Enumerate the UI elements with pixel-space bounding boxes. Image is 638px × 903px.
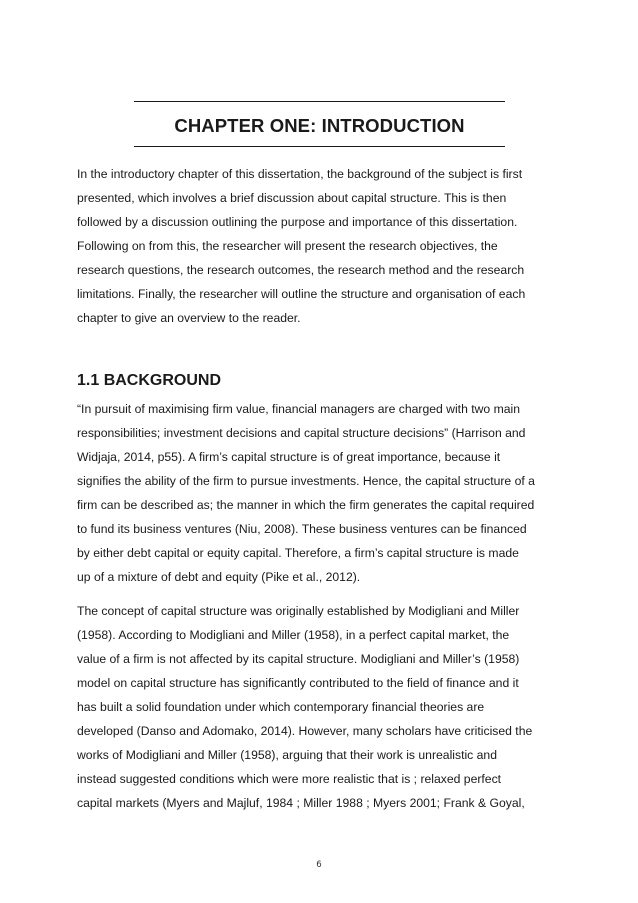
text-line: model on capital structure has significantly contributed to the field of finance and it — [77, 676, 519, 690]
background-paragraph-2 — [77, 599, 565, 815]
text-line: In the introductory chapter of this dissertation, the background of the subject is first — [77, 167, 523, 181]
text-line: (1958). According to Modigliani and Miller (1958), in a perfect capital market, the — [77, 628, 510, 642]
text-line: The concept of capital structure was originally established by Modigliani and Miller — [77, 604, 520, 618]
text-line: “In pursuit of maximising firm value, financial managers are charged with two main — [77, 402, 520, 416]
text-line: limitations. Finally, the researcher will outline the structure and organisation of each — [77, 287, 526, 301]
page-number: 6 — [316, 860, 322, 870]
background-paragraph-1 — [77, 397, 565, 589]
title-rule-top — [134, 101, 505, 102]
text-line: value of a firm is not affected by its capital structure. Modigliani and Miller’s (1958) — [77, 652, 520, 666]
intro-paragraph — [77, 162, 565, 330]
text-line: Following on from this, the researcher will present the research objectives, the — [77, 239, 498, 253]
text-line: up of a mixture of debt and equity (Pike et al., 2012). — [77, 570, 361, 584]
text-line: signifies the ability of the firm to pursue investments. Hence, the capital structure of a — [77, 474, 535, 488]
text-line: developed (Danso and Adomako, 2014). However, many scholars have criticised the — [77, 724, 533, 738]
text-line: capital markets (Myers and Majluf, 1984 ; Miller 1988 ; Myers 2001; Frank & Goyal, — [77, 796, 525, 810]
text-line: Widjaja, 2014, p55). A firm’s capital structure is of great importance, because it — [77, 450, 501, 464]
text-line: followed by a discussion outlining the purpose and importance of this dissertation. — [77, 215, 518, 229]
text-line: instead suggested conditions which were more realistic that is ; relaxed perfect — [77, 772, 502, 786]
text-line: presented, which involves a brief discussion about capital structure. This is then — [77, 191, 507, 205]
text-line: by either debt capital or equity capital. Therefore, a firm’s capital structure is made — [77, 546, 519, 560]
chapter-title: CHAPTER ONE: INTRODUCTION — [174, 115, 465, 136]
text-line: has built a solid foundation under which contemporary financial theories are — [77, 700, 485, 714]
section-heading: 1.1 BACKGROUND — [77, 372, 222, 389]
text-line: chapter to give an overview to the reader. — [77, 311, 301, 325]
title-rule-bottom — [134, 146, 505, 147]
text-line: to fund its business ventures (Niu, 2008). These business ventures can be financed — [77, 522, 527, 536]
text-line: responsibilities; investment decisions and capital structure decisions” (Harrison and — [77, 426, 526, 440]
text-line: firm can be described as; the manner in which the firm generates the capital required — [77, 498, 535, 512]
text-line: works of Modigliani and Miller (1958), arguing that their work is unrealistic and — [77, 748, 497, 762]
text-line: research questions, the research outcomes, the research method and the research — [77, 263, 525, 277]
